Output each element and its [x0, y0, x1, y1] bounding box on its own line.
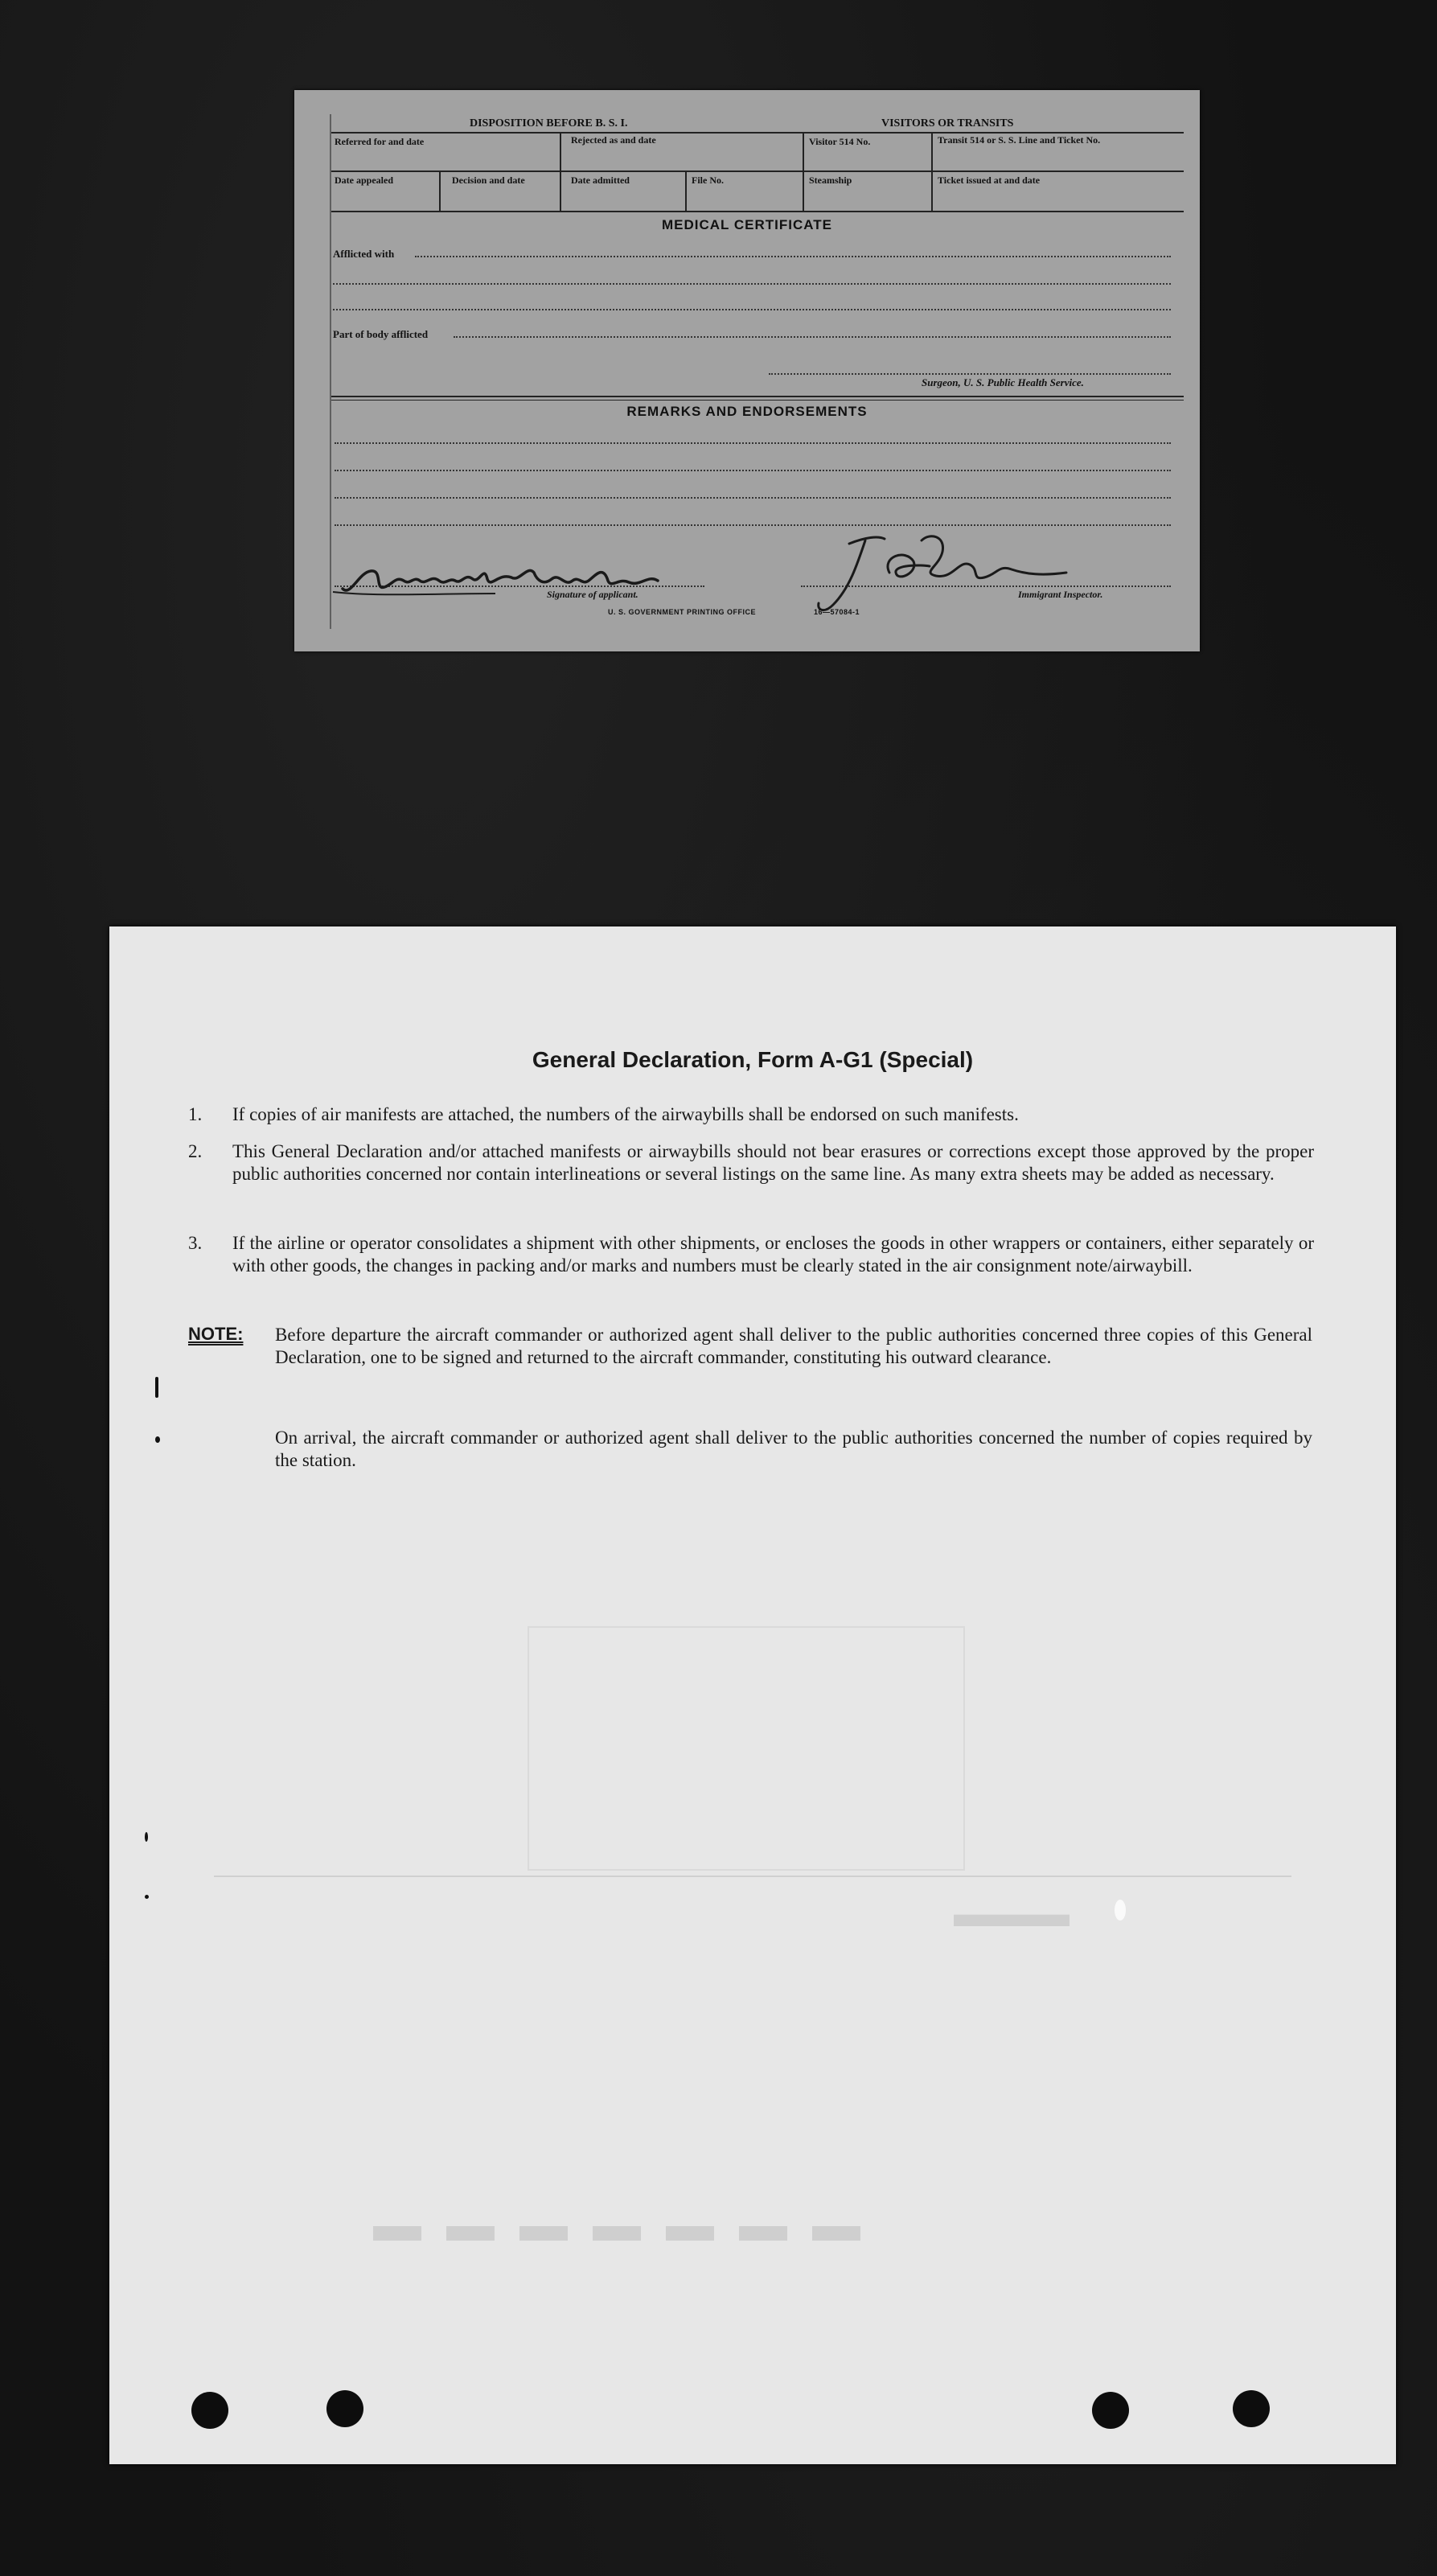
cell-ticket-issued: Ticket issued at and date [938, 175, 1041, 186]
punch-hole [326, 2390, 363, 2427]
cell-transit-514: Transit 514 or S. S. Line and Ticket No. [938, 134, 1101, 146]
dotted-line [415, 256, 1171, 257]
cell-date-appealed: Date appealed [335, 175, 393, 186]
instruction-item [188, 1232, 1314, 1304]
punch-hole [1092, 2392, 1129, 2429]
afflicted-label: Afflicted with [333, 248, 395, 260]
cell-steamship: Steamship [809, 175, 852, 186]
applicant-signature-label: Signature of applicant. [547, 589, 638, 600]
note-text-arrival: On arrival, the aircraft commander or authorized agent shall deliver to the public authorities concerned the number of copies required by the station. [275, 1428, 1312, 1470]
dotted-line [333, 283, 1171, 285]
dotted-line [335, 497, 1171, 499]
dotted-line [333, 309, 1171, 310]
cell-referred: Referred for and date [335, 136, 425, 147]
instruction-item [188, 1140, 1314, 1213]
dotted-line [335, 442, 1171, 444]
note-label: NOTE: [188, 1324, 244, 1344]
medical-certificate-title: MEDICAL CERTIFICATE [662, 217, 832, 232]
divider [803, 132, 804, 212]
scan-speck [145, 1895, 149, 1899]
cell-decision: Decision and date [452, 175, 525, 186]
row-rule [331, 400, 1184, 401]
note-paragraph [275, 1427, 1312, 1475]
cell-date-admitted: Date admitted [571, 175, 630, 186]
scan-speck [155, 1377, 158, 1398]
punch-hole [1233, 2390, 1270, 2427]
item-text: If the airline or operator consolidates a shipment with other shipments, or encloses the goods in other wrappers or containers, either separately or with other goods, the changes in packing and/or marks and numbers must be clearly stated in the air consignment note/airwaybill. [232, 1233, 1314, 1276]
cell-rejected: Rejected as and date [571, 134, 656, 146]
scan-speck [155, 1436, 160, 1443]
bleed-through-box [528, 1626, 965, 1871]
general-declaration-sheet [109, 926, 1396, 2464]
instruction-item [188, 1103, 1314, 1128]
surgeon-label: Surgeon, U. S. Public Health Service. [922, 376, 1084, 388]
item-number: 3. [188, 1233, 203, 1253]
bleed-through: ▬▬▬ [954, 1892, 1070, 1935]
note-paragraph [275, 1324, 1312, 1396]
cell-file-no: File No. [692, 175, 724, 186]
disposition-header: DISPOSITION BEFORE B. S. I. [470, 117, 628, 129]
applicant-signature [326, 540, 696, 613]
item-text: If copies of air manifests are attached, the numbers of the airwaybills shall be endorsed on such manifests. [232, 1104, 1019, 1124]
bleed-through: ▬ ▬ ▬ ▬ ▬ ▬ ▬ [367, 2198, 860, 2251]
punch-hole [191, 2392, 228, 2429]
part-of-body-label: Part of body afflicted [333, 328, 429, 340]
printing-office: U. S. GOVERNMENT PRINTING OFFICE [608, 608, 757, 616]
divider [685, 171, 687, 212]
row-rule [331, 396, 1184, 397]
bleed-through-rule [214, 1876, 1291, 1877]
row-rule [331, 171, 1184, 172]
item-number: 1. [188, 1104, 203, 1124]
row-rule [331, 211, 1184, 212]
item-number: 2. [188, 1141, 203, 1161]
remarks-title: REMARKS AND ENDORSEMENTS [626, 404, 868, 419]
form-code: 16—57084-1 [814, 608, 860, 616]
divider [439, 171, 441, 212]
scan-speck [145, 1832, 148, 1842]
divider [931, 132, 933, 212]
item-text: This General Declaration and/or attached manifests or airwaybills should not bear erasures or corrections except those approved by the proper public authorities concerned nor contain interlineations or several listings on the same line. As many extra sheets may be added as necessary. [232, 1141, 1314, 1184]
divider [560, 132, 561, 212]
dotted-line [454, 336, 1171, 338]
dotted-line [335, 470, 1171, 471]
inspector-label: Immigrant Inspector. [1018, 589, 1103, 600]
note-text-departure: Before departure the aircraft commander or authorized agent shall deliver to the public authorities concerned three copies of this General Declaration, one to be signed and returned to the aircraft commander, constituting his outward clearance. [275, 1325, 1312, 1367]
visitors-header: VISITORS OR TRANSITS [881, 117, 1014, 129]
cell-visitor-514: Visitor 514 No. [809, 136, 871, 147]
dotted-line [769, 373, 1171, 375]
paper-mark [1115, 1900, 1126, 1921]
declaration-title: General Declaration, Form A-G1 (Special) [532, 1047, 974, 1072]
immigration-card [294, 90, 1200, 651]
header-rule [331, 132, 1184, 134]
